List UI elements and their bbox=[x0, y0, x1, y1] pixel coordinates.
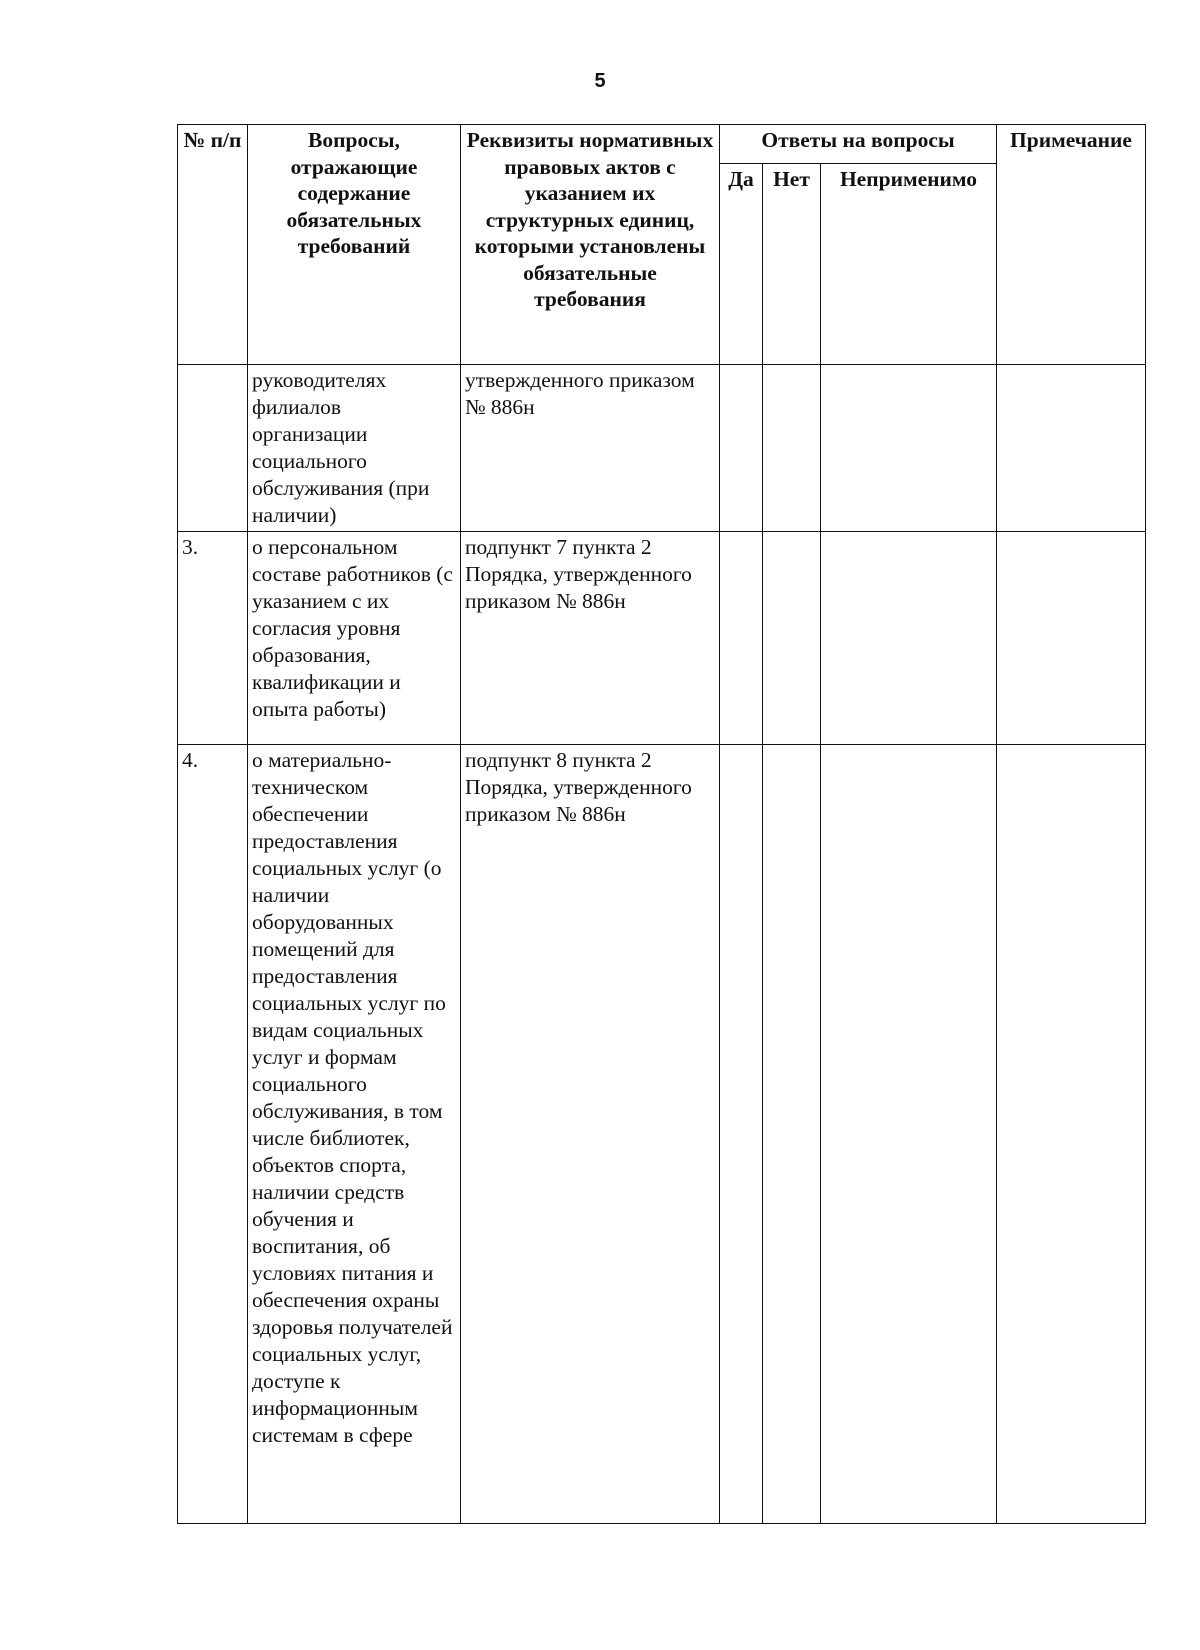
row-reference: утвержденного приказом № 886н bbox=[461, 365, 720, 532]
table-header bbox=[178, 125, 1146, 365]
header-num: № п/п bbox=[178, 125, 248, 365]
answer-no-cell bbox=[763, 365, 821, 532]
row-question: о материально-техническом обеспечении предоставления социальных услуг (о наличии оборудованных помещений для предоставления социальных услуг по видам социальных услуг и формам социального обслуживания, в том числе библиотек, объектов спорта, наличии средств обучения и воспитания, об условиях питания и обеспечения охраны здоровья получателей социальных услуг, доступе к информационным системам в сфере bbox=[248, 745, 461, 1524]
note-cell bbox=[997, 532, 1146, 745]
header-answers: Ответы на вопросы bbox=[720, 125, 997, 164]
table-row bbox=[178, 365, 1146, 532]
header-note: Примечание bbox=[997, 125, 1146, 365]
header-not-applicable: Неприменимо bbox=[821, 164, 997, 365]
answer-yes-cell bbox=[720, 745, 763, 1524]
header-yes: Да bbox=[720, 164, 763, 365]
row-reference: подпункт 7 пункта 2 Порядка, утвержденного приказом № 886н bbox=[461, 532, 720, 745]
table-row bbox=[178, 532, 1146, 745]
row-num: 4. bbox=[178, 745, 248, 1524]
answer-no-cell bbox=[763, 745, 821, 1524]
row-num bbox=[178, 365, 248, 532]
row-reference: подпункт 8 пункта 2 Порядка, утвержденного приказом № 886н bbox=[461, 745, 720, 1524]
checklist-table bbox=[177, 124, 1146, 1524]
note-cell bbox=[997, 745, 1146, 1524]
header-no: Нет bbox=[763, 164, 821, 365]
answer-no-cell bbox=[763, 532, 821, 745]
answer-not-applicable-cell bbox=[821, 745, 997, 1524]
answer-yes-cell bbox=[720, 365, 763, 532]
table-row bbox=[178, 745, 1146, 1524]
row-question: о персональном составе работников (с указанием с их согласия уровня образования, квалификации и опыта работы) bbox=[248, 532, 461, 745]
page-number: 5 bbox=[594, 70, 606, 92]
note-cell bbox=[997, 365, 1146, 532]
row-num: 3. bbox=[178, 532, 248, 745]
answer-not-applicable-cell bbox=[821, 365, 997, 532]
header-requisites: Реквизиты нормативных правовых актов с указанием их структурных единиц, которыми установлены обязательные требования bbox=[461, 125, 720, 365]
answer-not-applicable-cell bbox=[821, 532, 997, 745]
header-questions: Вопросы, отражающие содержание обязательных требований bbox=[248, 125, 461, 365]
answer-yes-cell bbox=[720, 532, 763, 745]
row-question: руководителях филиалов организации социального обслуживания (при наличии) bbox=[248, 365, 461, 532]
